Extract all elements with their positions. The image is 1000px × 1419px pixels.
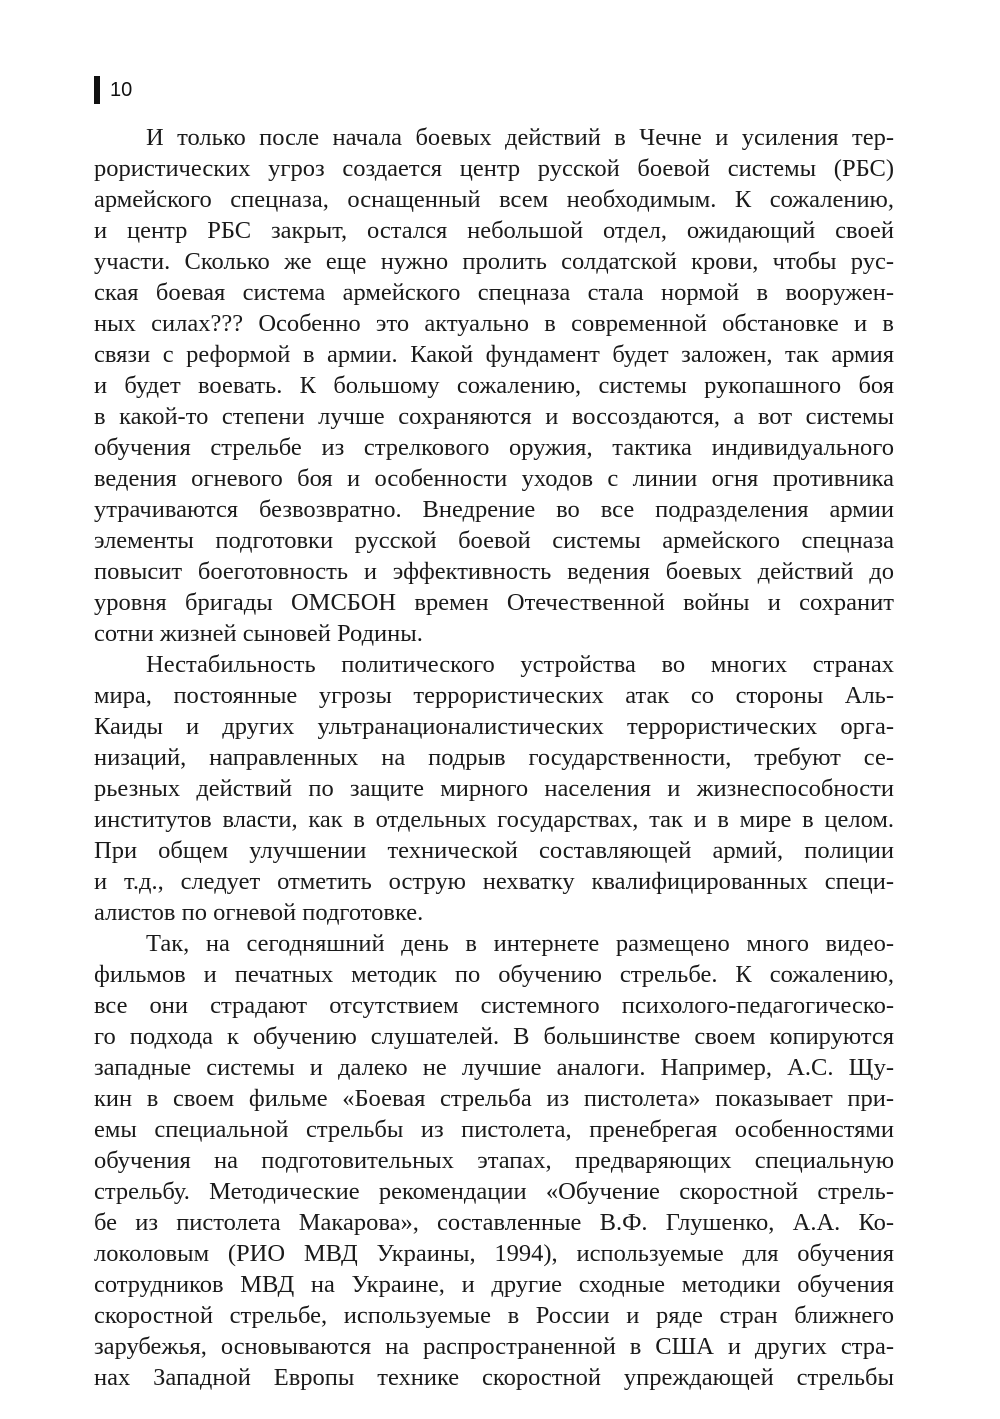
text-line: локоловым (РИО МВД Украины, 1994), используемые для обучения — [94, 1240, 894, 1267]
text-line: и центр РБС закрыт, остался небольшой отдел, ожидающий своей — [94, 217, 894, 244]
text-line: фильмов и печатных методик по обучению стрельбе. К сожалению, — [94, 961, 894, 988]
text-line: зарубежья, основываются на распространенной в США и других стра- — [94, 1333, 894, 1360]
text-line: и т.д., следует отметить острую нехватку квалифицированных специ- — [94, 868, 894, 895]
text-line: армейского спецназа, оснащенный всем необходимым. К сожалению, — [94, 186, 894, 213]
text-line: При общем улучшении технической составляющей армий, полиции — [94, 837, 894, 864]
text-line: рьезных действий по защите мирного населения и жизнеспособности — [94, 775, 894, 802]
text-line: низаций, направленных на подрыв государственности, требуют се- — [94, 744, 894, 771]
page-header — [94, 76, 132, 104]
text-line: западные системы и далеко не лучшие аналоги. Например, А.С. Щу- — [94, 1054, 894, 1081]
text-line: сотни жизней сыновей Родины. — [94, 620, 423, 647]
paragraph — [94, 928, 894, 1393]
paragraph — [94, 649, 894, 928]
page-number: 10 — [110, 79, 133, 101]
text-line: го подхода к обучению слушателей. В большинстве своем копируются — [94, 1023, 894, 1050]
text-line: кин в своем фильме «Боевая стрельба из пистолета» показывает при- — [94, 1085, 894, 1112]
text-line: Нестабильность политического устройства во многих странах — [146, 651, 894, 678]
text-line: все они страдают отсутствием системного психолого-педагогическо- — [94, 992, 894, 1019]
text-line: участи. Сколько же еще нужно пролить солдатской крови, чтобы рус- — [94, 248, 894, 275]
text-line: элементы подготовки русской боевой системы армейского спецназа — [94, 527, 894, 554]
text-line: скоростной стрельбе, используемые в России и ряде стран ближнего — [94, 1302, 894, 1329]
text-line: сотрудников МВД на Украине, и другие сходные методики обучения — [94, 1271, 894, 1298]
text-line: бе из пистолета Макарова», составленные В.Ф. Глушенко, А.А. Ко- — [94, 1209, 894, 1236]
text-line: ведения огневого боя и особенности уходов с линии огня противника — [94, 465, 894, 492]
text-line: емы специальной стрельбы из пистолета, пренебрегая особенностями — [94, 1116, 894, 1143]
header-bar — [94, 76, 100, 104]
paragraph — [94, 122, 894, 649]
text-line: алистов по огневой подготовке. — [94, 899, 424, 926]
text-line: мира, постоянные угрозы террористических атак со стороны Аль- — [94, 682, 894, 709]
text-line: Так, на сегодняшний день в интернете размещено много видео- — [146, 930, 894, 957]
text-line: обучения на подготовительных этапах, предваряющих специальную — [94, 1147, 894, 1174]
text-line: обучения стрельбе из стрелкового оружия, тактика индивидуального — [94, 434, 894, 461]
text-line: рористических угроз создается центр русской боевой системы (РБС) — [94, 155, 894, 182]
text-line: уровня бригады ОМСБОН времен Отечественной войны и сохранит — [94, 589, 894, 616]
text-line: связи с реформой в армии. Какой фундамент будет заложен, так армия — [94, 341, 894, 368]
text-line: утрачиваются безвозвратно. Внедрение во все подразделения армии — [94, 496, 894, 523]
text-line: стрельбу. Методические рекомендации «Обучение скоростной стрель- — [94, 1178, 894, 1205]
text-line: в какой-то степени лучше сохраняются и воссоздаются, а вот системы — [94, 403, 894, 430]
text-line: ская боевая система армейского спецназа стала нормой в вооружен- — [94, 279, 894, 306]
text-line: институтов власти, как в отдельных государствах, так и в мире в целом. — [94, 806, 894, 833]
text-line: нах Западной Европы технике скоростной упреждающей стрельбы — [94, 1364, 894, 1391]
text-line: повысит боеготовность и эффективность ведения боевых действий до — [94, 558, 894, 585]
text-line: И только после начала боевых действий в Чечне и усиления тер- — [146, 124, 894, 151]
text-body — [94, 122, 894, 1393]
text-line: Каиды и других ультранационалистических террористических орга- — [94, 713, 894, 740]
text-line: ных силах??? Особенно это актуально в современной обстановке и в — [94, 310, 894, 337]
text-line: и будет воевать. К большому сожалению, системы рукопашного боя — [94, 372, 894, 399]
